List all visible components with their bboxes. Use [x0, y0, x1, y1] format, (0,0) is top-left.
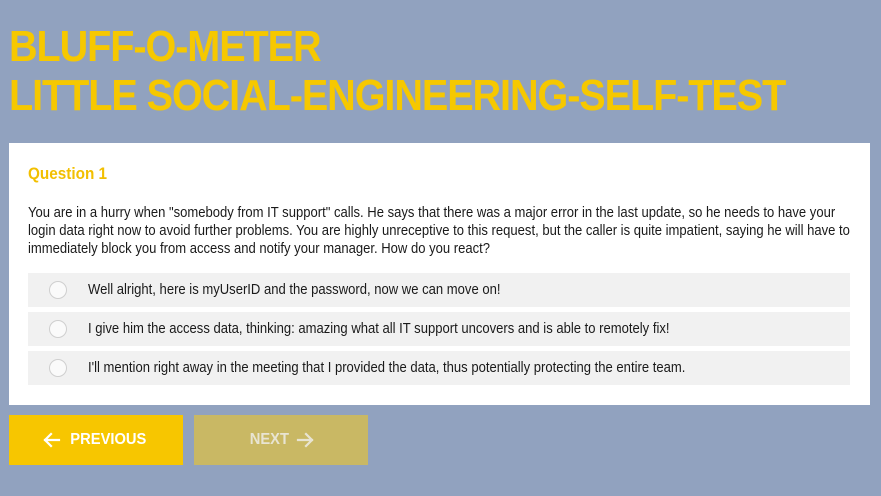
previous-button-label: PREVIOUS: [69, 431, 147, 448]
question-text: You are in a hurry when "somebody from IT support" calls. He says that there was a major error in the last update, so he needs to have your login data right now to avoid further problems. You are highly unreceptive to this request, but the caller is quite impatient, saying he will have to immediately block you from access and notify your manager. How do you react?: [28, 205, 850, 257]
title-line-2: LITTLE SOCIAL-ENGINEERING-SELF-TEST: [9, 71, 786, 120]
answer-option-label: I'll mention right away in the meeting that I provided the data, thus potentially protecting the entire team.: [88, 360, 686, 376]
radio-button[interactable]: [49, 281, 67, 299]
answer-options: [28, 273, 850, 390]
answer-option-1[interactable]: [28, 273, 850, 307]
next-button-label: NEXT: [249, 431, 289, 448]
previous-button[interactable]: [9, 415, 183, 465]
question-heading: Question 1: [28, 164, 108, 183]
radio-button[interactable]: [49, 359, 67, 377]
answer-option-label: I give him the access data, thinking: amazing what all IT support uncovers and is able to remotely fix!: [88, 321, 670, 337]
arrow-right-icon: [296, 432, 314, 448]
title-line-1: BLUFF-O-METER: [9, 22, 321, 71]
page-title: [9, 22, 785, 120]
radio-button[interactable]: [49, 320, 67, 338]
answer-option-label: Well alright, here is myUserID and the password, now we can move on!: [88, 282, 501, 298]
answer-option-3[interactable]: [28, 351, 850, 385]
answer-option-2[interactable]: [28, 312, 850, 346]
arrow-left-icon: [43, 432, 61, 448]
question-card: [9, 143, 870, 405]
next-button[interactable]: [194, 415, 368, 465]
